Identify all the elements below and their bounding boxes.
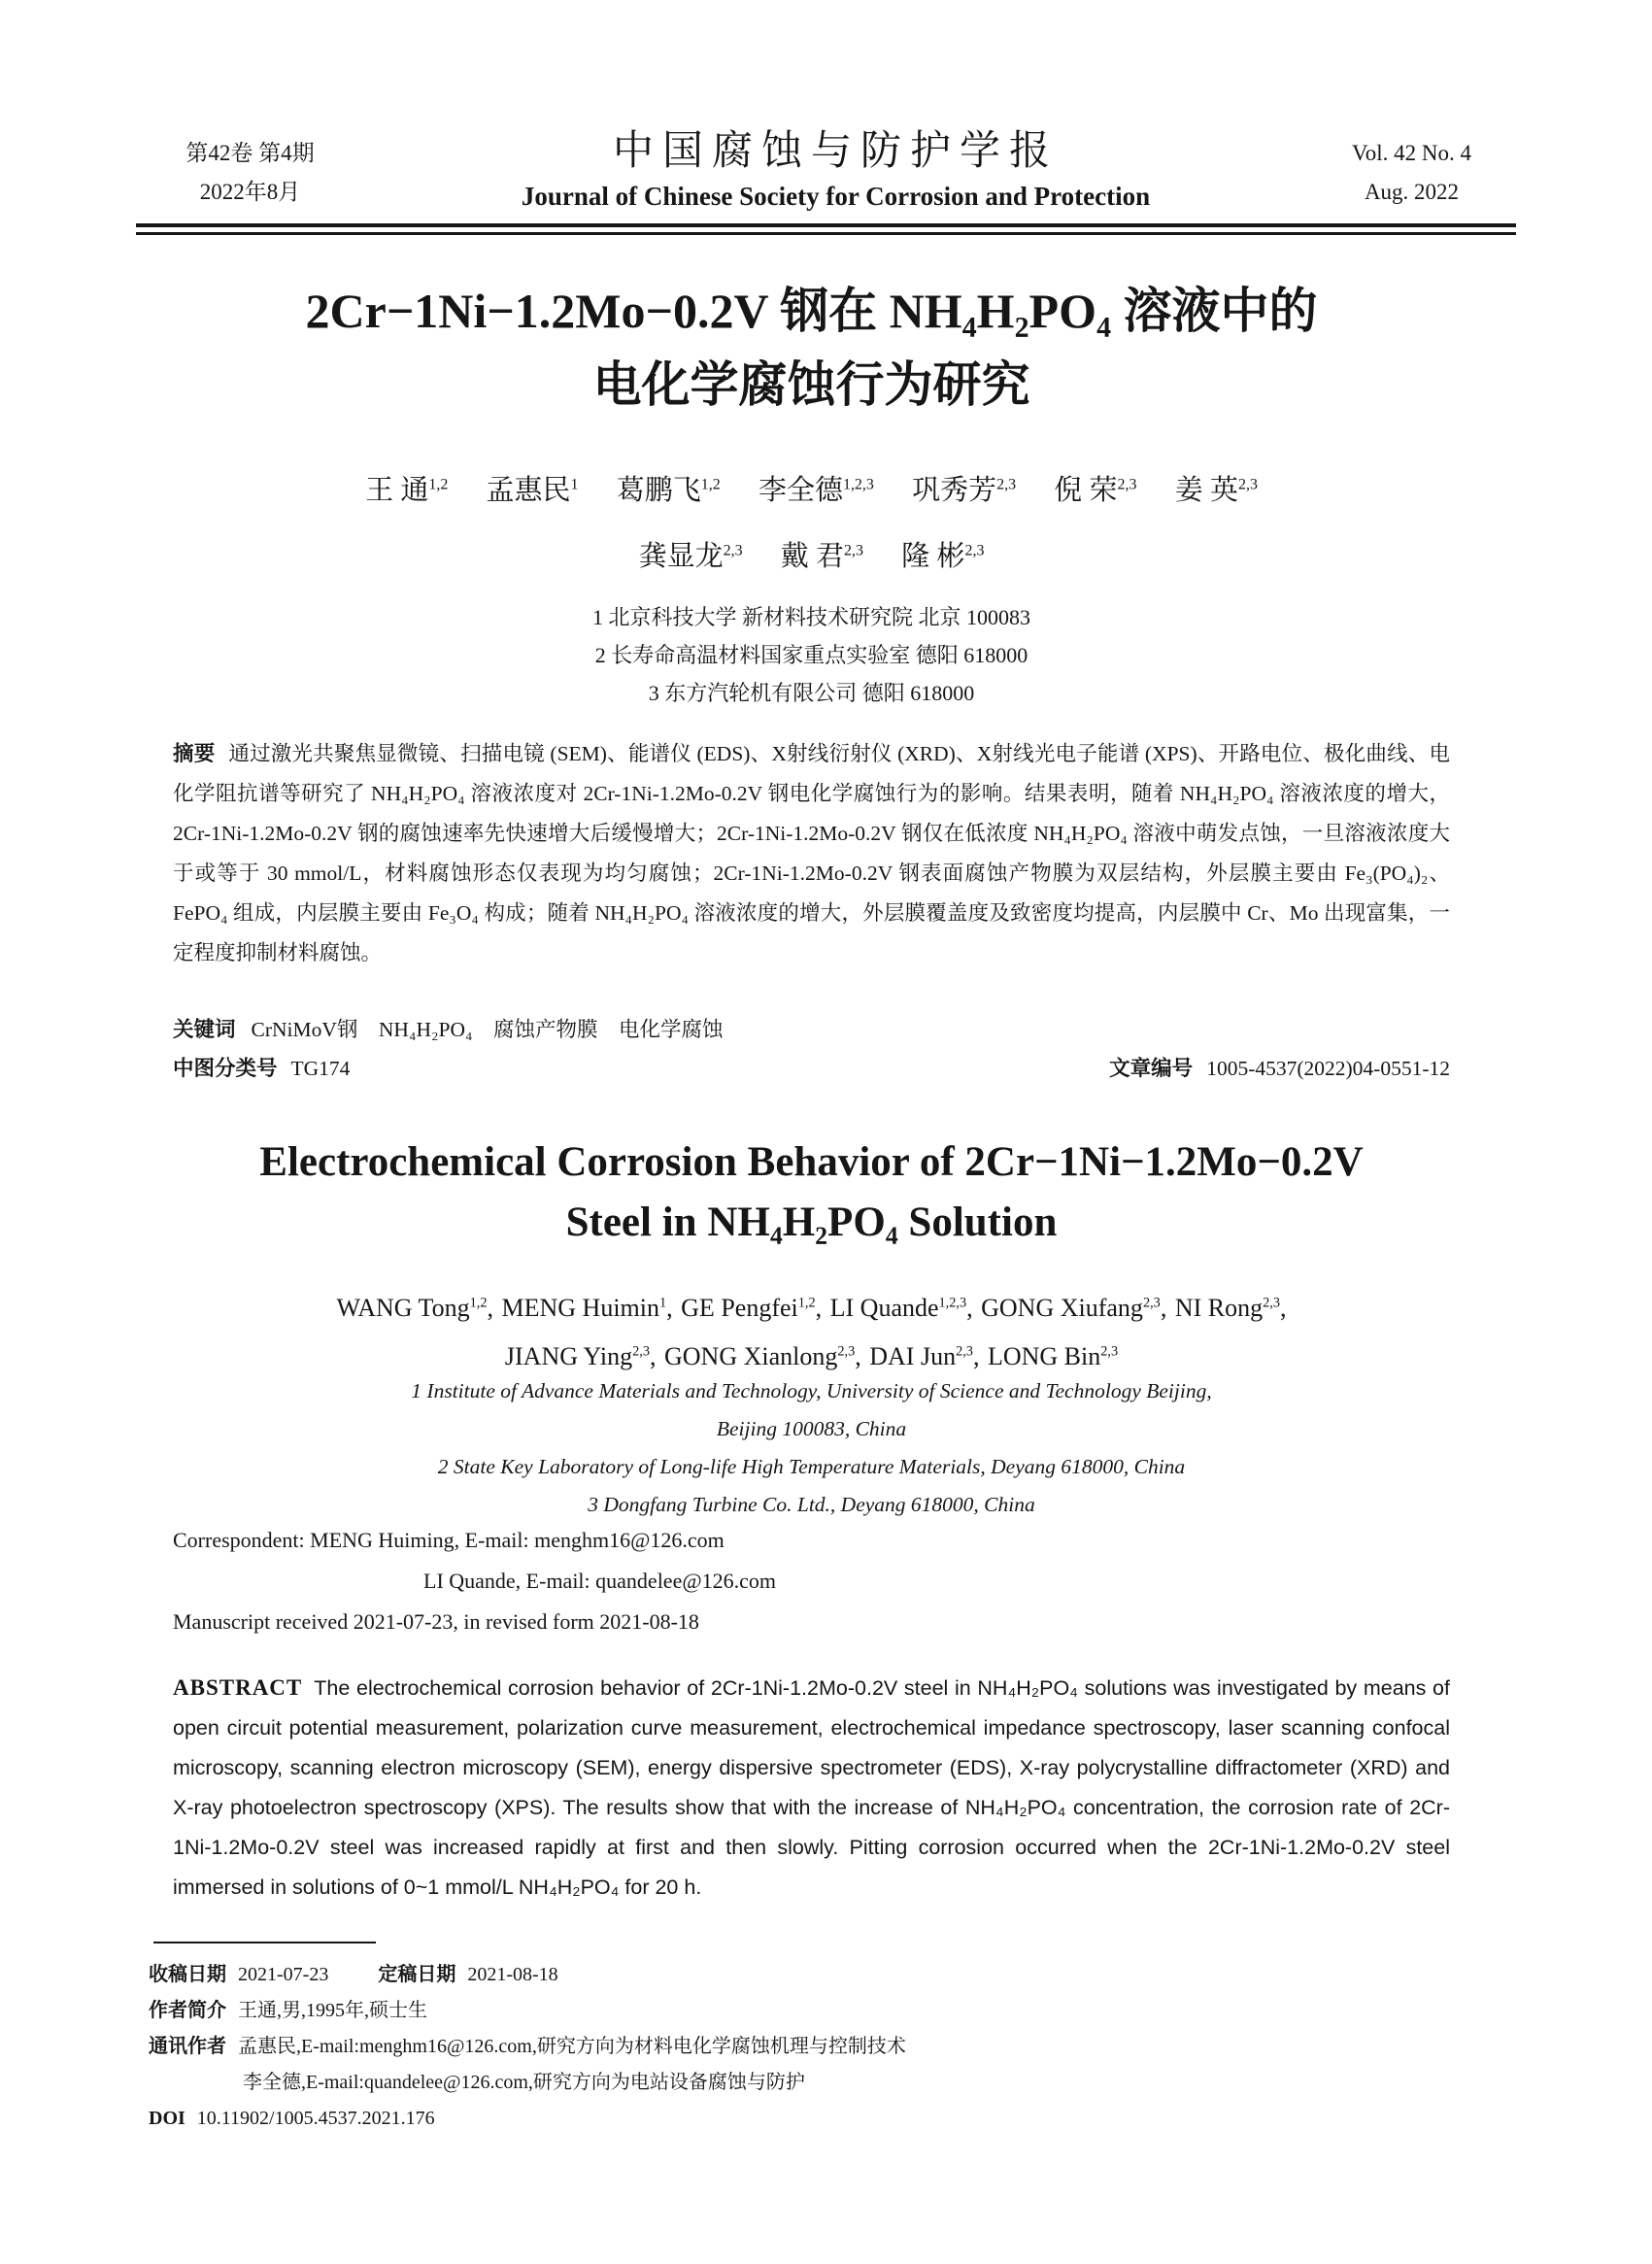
author-name: 李全德 [758,475,843,506]
affiliation-cn-1: 1 北京科技大学 新材料技术研究院 北京 100083 [591,605,1030,629]
bio-text: 王通,男,1995年,硕士生 [238,2000,427,2021]
author-name: 葛鹏飞 [616,475,701,506]
author-affil-sup: 1 [570,476,579,493]
corresponding-author-row1 [149,2029,1479,2065]
author-en [664,1342,861,1370]
author-cn [759,475,874,506]
author-affil-sup: 2,3 [1237,476,1258,493]
authors-cn-row1 [173,457,1450,524]
affiliation-cn-2: 2 长寿命高温材料国家重点实验室 德阳 618000 [594,643,1028,667]
author-cn [1054,475,1136,506]
author-affil-sup: 2,3 [964,542,985,559]
author-separator: , [666,1294,673,1322]
author-name: DAI Jun [869,1342,957,1370]
author-separator: , [1160,1294,1167,1322]
journal-name-en: Journal of Chinese Society for Corrosion and Protection [521,182,1151,211]
author-separator: , [966,1294,973,1322]
author-separator: , [1279,1294,1287,1322]
issue-date-cn: 2022年8月 [199,180,301,204]
doi-value: 10.11902/1005.4537.2021.176 [196,2108,435,2129]
journal-masthead [136,128,1516,216]
classification-row [173,1049,1450,1089]
author-name: NI Rong [1174,1294,1264,1322]
author-cn [617,475,721,506]
article-title-cn [173,274,1450,422]
masthead-volume-issue-cn [136,128,364,212]
correspondence [173,1520,1450,1642]
affiliations-en [173,1372,1450,1524]
masthead-rule [136,223,1516,235]
issue-date-en: Aug. 2022 [1364,180,1460,204]
correspondent-line1: Correspondent: MENG Huiming, E-mail: menghm16@126.com [173,1528,725,1552]
affiliation-en-2: 2 State Key Laboratory of Long-life High Temperature Materials, Deyang 618000, China [437,1455,1186,1478]
footnotes [149,1957,1479,2137]
author-en [988,1342,1118,1370]
abstract-cn [173,734,1450,973]
author-affil-sup: 2,3 [1263,1295,1280,1311]
corresponding-author-label: 通讯作者 [149,2036,226,2057]
affiliations-cn [173,598,1450,712]
author-affil-sup: 2,3 [723,542,743,559]
correspondent-line2: LI Quande, E-mail: quandelee@126.com [423,1569,776,1593]
author-separator: , [855,1342,861,1370]
author-en [681,1294,822,1322]
author-name: 王 通 [365,475,429,506]
received-date: 2021-07-23 [238,1964,329,1985]
article-title-cn-line2: 电化学腐蚀行为研究 [592,357,1030,412]
affiliation-en-1-line2: Beijing 100083, China [716,1417,907,1440]
abstract-cn-text: 通过激光共聚焦显微镜、扫描电镜 (SEM)、能谱仪 (EDS)、X射线衍射仪 (XRD)、X射线光电子能谱 (XPS)、开路电位、极化曲线、电化学阻抗谱等研究了 NH₄H₂PO₄ 溶液浓度对 2Cr-1Ni-1.2Mo-0.2V 钢电化学腐蚀行为的影响。结果表明，随着 NH₄H₂PO₄ 溶液浓度的增大，2Cr-1Ni-1.2Mo-0.2V 钢的腐蚀速率先快速增大后缓慢增大；2Cr-1Ni-1.2Mo-0.2V 钢仅在低浓度 NH₄H₂PO₄ 溶液中萌发点蚀，一旦溶液浓度大于或等于 30 mmol/L，材料腐蚀形态仅表现为均匀腐蚀；2Cr-1Ni-1.2Mo-0.2V 钢表面腐蚀产物膜为双层结构，外层膜主要由 Fe₃(PO₄)₂、FePO₄ 组成，内层膜主要由 Fe₃O₄ 构成；随着 NH₄H₂PO₄ 溶液浓度的增大，外层膜覆盖度及致密度均提高，内层膜中 Cr、Mo 出现富集，一定程度抑制材料腐蚀。 [173,742,1450,964]
author-en [981,1294,1166,1322]
affiliation-cn-3: 3 东方汽轮机有限公司 德阳 618000 [648,681,975,705]
abstract-en [173,1668,1450,1908]
abstract-en-text: The electrochemical corrosion behavior of 2Cr-1Ni-1.2Mo-0.2V steel in NH₄H₂PO₄ solutions was investigated by means of open circuit potential measurement, polarization curve measurement, electrochemical impedance spectroscopy, laser scanning confocal microscopy, scanning electron microscopy (SEM), energy dispersive spectrometer (EDS), X-ray polycrystalline diffractometer (XRD) and X-ray photoelectron spectroscopy (XPS). The results show that with the increase of NH₄H₂PO₄ concentration, the corrosion rate of 2Cr-1Ni-1.2Mo-0.2V steel was increased rapidly at first and then slowly. Pitting corrosion occurred when the 2Cr-1Ni-1.2Mo-0.2V steel immersed in solutions of 0~1 mmol/L NH₄H₂PO₄ for 20 h. [173,1676,1450,1899]
manuscript-dates: Manuscript received 2021-07-23, in revised form 2021-08-18 [173,1609,699,1634]
corresponding-author-row2 [149,2065,1479,2101]
authors-cn-row2 [173,524,1450,590]
article-title-en-line2: Steel in NH₄H₂PO₄ Solution [565,1200,1058,1245]
doi-row [149,2101,1479,2137]
author-cn [639,541,743,572]
footnote-rule [153,1942,376,1943]
authors-en-row1 [173,1284,1450,1333]
author-name: LONG Bin [987,1342,1101,1370]
affiliation-en-1-line1: 1 Institute of Advance Materials and Technology, University of Science and Technology Beijing, [411,1379,1212,1402]
finalized-date: 2021-08-18 [467,1964,558,1985]
volume-issue-en: Vol. 42 No. 4 [1352,141,1471,165]
author-affil-sup: 1,2 [797,1295,816,1311]
author-en [1175,1294,1287,1322]
author-affil-sup: 2,3 [1100,1343,1119,1360]
masthead-volume-issue-en [1307,128,1516,212]
finalized-label: 定稿日期 [378,1964,456,1985]
author-separator: , [972,1342,980,1370]
keywords-label: 关键词 [173,1018,236,1041]
keywords-text: CrNiMoV钢 NH₄H₂PO₄ 腐蚀产物膜 电化学腐蚀 [251,1018,724,1041]
author-en [337,1294,493,1322]
author-affil-sup: 2,3 [844,542,863,559]
authors-cn [173,457,1450,590]
authors-en [173,1284,1450,1381]
author-name: GE Pengfei [681,1294,798,1322]
author-name: JIANG Ying [504,1342,633,1370]
affiliation-en-3: 3 Dongfang Turbine Co. Ltd., Deyang 618000, China [588,1493,1035,1516]
author-name: 巩秀芳 [912,475,997,506]
author-en [502,1294,673,1322]
footnote-dates-row [149,1957,1479,1993]
article-title-en-line1: Electrochemical Corrosion Behavior of 2Cr−1Ni−1.2Mo−0.2V [259,1139,1364,1185]
article-id [1109,1049,1450,1089]
author-separator: , [487,1294,493,1322]
clc-number [173,1049,350,1089]
author-name: GONG Xiufang [981,1294,1143,1322]
author-affil-sup: 2,3 [632,1343,650,1360]
journal-name [364,128,1307,216]
keywords-cn [173,1010,1450,1050]
author-bio-row [149,1993,1479,2029]
author-name: 孟惠民 [486,475,571,506]
abstract-en-label: ABSTRACT [173,1675,303,1700]
author-cn [901,541,984,572]
author-separator: , [815,1294,823,1322]
article-title-cn-line1: 2Cr−1Ni−1.2Mo−0.2V 钢在 NH₄H₂PO₄ 溶液中的 [305,284,1318,338]
journal-name-cn: 中国腐蚀与防护学报 [612,129,1059,174]
volume-issue-cn: 第42卷 第4期 [185,141,315,165]
author-en [505,1342,657,1370]
author-affil-sup: 1,2,3 [842,476,874,493]
author-name: GONG Xianlong [663,1342,838,1370]
article-id-label: 文章编号 [1109,1057,1194,1080]
clc-label: 中图分类号 [173,1057,278,1080]
author-affil-sup: 1 [659,1295,667,1311]
received-label: 收稿日期 [149,1964,226,1985]
author-name: LI Quande [829,1294,939,1322]
author-affil-sup: 2,3 [996,476,1017,493]
author-name: MENG Huimin [501,1294,659,1322]
author-name: 戴 君 [780,541,845,572]
author-affil-sup: 1,2 [469,1295,488,1311]
article-id-value: 1005-4537(2022)04-0551-12 [1206,1057,1450,1080]
abstract-cn-label: 摘要 [173,742,216,765]
doi-label: DOI [149,2108,185,2129]
corresponding-author-1: 孟惠民,E-mail:menghm16@126.com,研究方向为材料电化学腐蚀机理与控制技术 [238,2036,906,2057]
bio-label: 作者简介 [149,2000,226,2021]
author-affil-sup: 2,3 [956,1343,973,1360]
author-name: WANG Tong [336,1294,470,1322]
author-affil-sup: 2,3 [837,1343,856,1360]
author-name: 姜 英 [1174,475,1238,506]
author-separator: , [649,1342,657,1370]
author-cn [487,475,579,506]
author-affil-sup: 2,3 [1117,476,1137,493]
author-name: 倪 荣 [1054,475,1118,506]
article-title-en [173,1132,1450,1253]
author-name: 龚显龙 [638,541,724,572]
author-affil-sup: 1,2 [428,476,449,493]
author-en [869,1342,979,1370]
author-en [830,1294,973,1322]
clc-value: TG174 [290,1057,351,1080]
author-affil-sup: 2,3 [1142,1295,1161,1311]
corresponding-author-2: 李全德,E-mail:quandelee@126.com,研究方向为电站设备腐蚀与防护 [243,2072,805,2093]
author-cn [912,475,1016,506]
author-cn [781,541,863,572]
author-cn [365,475,448,506]
author-cn [1175,475,1258,506]
author-affil-sup: 1,2,3 [938,1295,967,1311]
author-affil-sup: 1,2 [700,476,721,493]
author-name: 隆 彬 [901,541,965,572]
